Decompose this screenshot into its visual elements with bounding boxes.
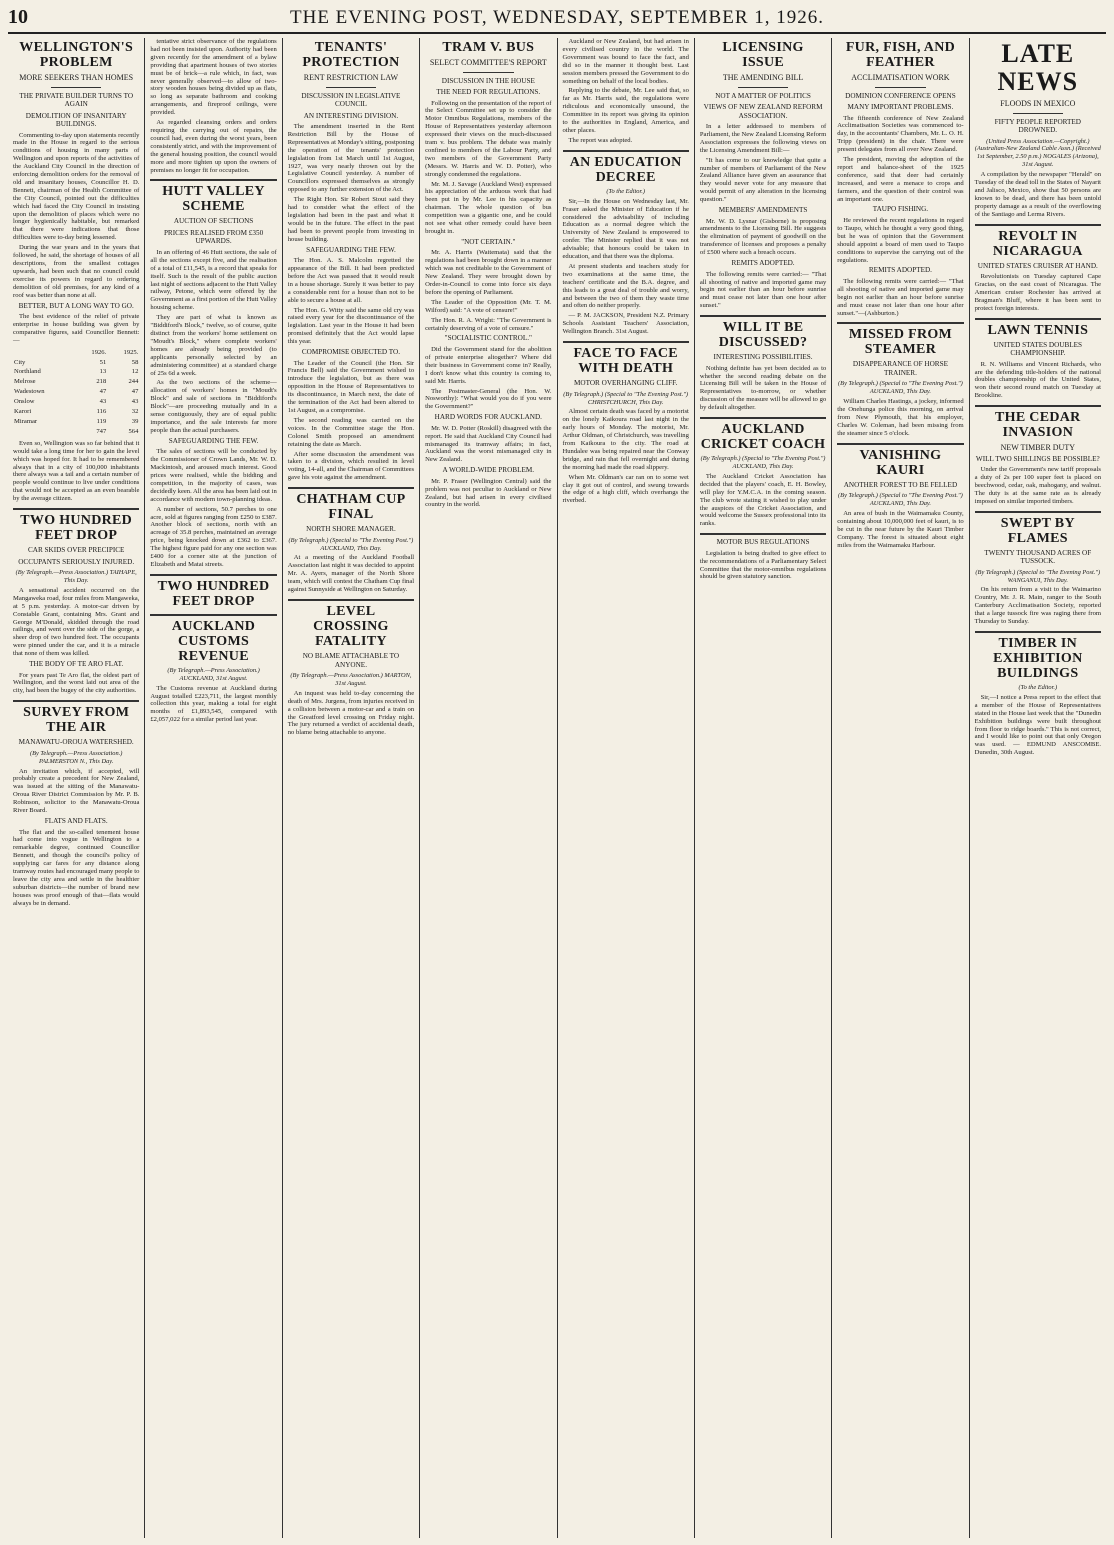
headline: VANISHING KAURI <box>859 447 942 478</box>
table-row <box>13 397 139 407</box>
section-divider <box>975 405 1101 407</box>
deck: VIEWS OF NEW ZEALAND REFORM ASSOCIATION. <box>703 103 823 120</box>
paragraph: — P. M. JACKSON, President N.Z. Primary Schools Assistant Teachers' Association, Wellington Branch. 31st August. <box>562 312 689 336</box>
deck: DOMINION CONFERENCE OPENS <box>845 91 956 100</box>
headline: REVOLT IN NICARAGUA <box>992 228 1083 259</box>
deck: UNITED STATES DOUBLES CHAMPIONSHIP. <box>993 340 1083 358</box>
table-cell: 13 <box>99 368 107 376</box>
paragraph: The Hon. R. A. Wright: "The Government is certainly deserving of a vote of censure." <box>425 316 552 332</box>
column-8 <box>970 38 1106 1538</box>
paragraph: Legislation is being drafted to give effect to the recommendations of a Parliamentary Select Committee that the motor-omnibus regulations should be given statutory sanction. <box>699 549 827 581</box>
column-2 <box>145 38 282 1538</box>
headline: WILL IT BE DISCUSSED? <box>718 320 808 351</box>
section-divider <box>150 614 276 616</box>
section-divider <box>563 150 689 152</box>
dateline: (By Telegraph.) (Special to "The Evening Post.") AUCKLAND, This Day. <box>838 492 963 508</box>
headline: HUTT VALLEY SCHEME <box>162 184 265 215</box>
headline: AUCKLAND CUSTOMS REVENUE <box>171 618 256 664</box>
table-cell: 43 <box>131 398 139 406</box>
table-cell: 39 <box>131 418 139 425</box>
subhead: BETTER, BUT A LONG WAY TO GO. <box>18 301 134 310</box>
deck: AN INTERESTING DIVISION. <box>303 111 399 120</box>
subhead: TAUPO FISHING. <box>872 205 929 214</box>
newspaper-title: THE EVENING POST, WEDNESDAY, SEPTEMBER 1, 1926. <box>290 7 824 28</box>
table-cell: 58 <box>131 358 139 366</box>
deck: WILL TWO SHILLINGS BE POSSIBLE? <box>975 454 1100 463</box>
deck: DISCUSSION IN LEGISLATIVE COUNCIL <box>301 91 401 108</box>
table-cell: 119 <box>96 418 107 425</box>
divider <box>463 72 514 73</box>
headline: AUCKLAND CRICKET COACH <box>700 422 826 453</box>
paragraph: The following remits were carried:— "That all shooting of native and imported game may begin not earlier than an hour before sunrise and must cease not later than one hour after sunset."—(Ashburton.) <box>837 277 964 317</box>
deck: FLOODS IN MEXICO <box>1000 99 1076 108</box>
dateline: (By Telegraph.) (Special to "The Evening Post.") CHRISTCHURCH, This Day. <box>563 390 689 406</box>
column-7 <box>832 38 969 1538</box>
section-divider <box>975 631 1101 633</box>
subhead: SAFEGUARDING THE FEW. <box>306 245 396 254</box>
dateline: (By Telegraph.—Press Association.) PALMERSTON N., This Day. <box>29 749 123 765</box>
paragraph: Mr. A. Harris (Waitemata) said that the regulations had been brought down in a manner which was not creditable to the Government of New Zealand. They were brought down by Order-in-Council to come into force six days before the opening of Parliament. <box>425 249 552 296</box>
table-cell: 218 <box>96 378 107 386</box>
paragraph: The following remits were carried:— "That all shooting of native and imported game may begin not earlier than an hour before sunrise and must cease not later than one hour after sunset." <box>699 270 827 310</box>
headline: LICENSING ISSUE <box>722 40 804 70</box>
paragraph: The amendment inserted in the Rent Restriction Bill by the House of Representatives at Monday's sitting, postponing the operation of the tenants' protection legislation from 1st March until 1st August, 1927, was very nearly thrown out by the Legislative Council yesterday. A number of Councillors expressed themselves as strongly opposed to any further extension of the Act. <box>287 123 415 194</box>
paragraph: The Hon. A. S. Malcolm regretted the appearance of the Bill. It had been predicted before the Act was passed that it would result in a house shortage. Surely it was better to pay a considerable rent for a house than not to be able to secure a house at all. <box>287 257 415 304</box>
dateline: (By Telegraph.) (Special to "The Evening Post.") AUCKLAND, This Day. <box>838 380 963 396</box>
deck: MANAWATU-OROUA WATERSHED. <box>18 738 134 747</box>
paragraph: During the war years and in the years that followed, he said, the shortage of houses of all descriptions, from the smallest cottages upwards, had been such that no council could exercise its powers in regard to ordering demolition of old premises, for any kind of a roof was better than none at all. <box>13 244 140 299</box>
dateline: (To the Editor.) <box>1018 684 1058 691</box>
subhead: HARD WORDS FOR AUCKLAND. <box>434 413 542 422</box>
dateline: (To the Editor.) <box>606 187 646 195</box>
paragraph: Sir,—In the House on Wednesday last, Mr. Fraser asked the Minister of Education if he considered the advisability of including Education as a normal degree which the University of New Zealand is empowered to confer. The Minister replied that it was not advisable; that honours could be taken in education, and that there was the diploma. <box>562 197 689 261</box>
paragraph: Replying to the debate, Mr. Lee said that, so far as Mr. Harris said, the regulations were ridiculous and economically unsound, the Committee in its report was giving its opinion to the authorities in England, America, and other places. <box>562 87 689 134</box>
table-cell: 51 <box>99 358 107 366</box>
subhead: REMITS ADOPTED. <box>731 259 795 268</box>
section-divider <box>288 599 414 601</box>
table-cell: 43 <box>99 398 107 406</box>
section-divider <box>150 574 276 576</box>
table-header-row <box>13 348 139 358</box>
paragraph: The flat and the so-called tenement house had come into vogue in Wellington to a remarkable degree, continued Councillor Bennett, and though the council's policy of supplying car fares for any distance along tramway routes had encouraged many people to leave the city area and settle in the healthier suburban districts—the number of brand new houses was proof enough of that—flats would always be in demand. <box>13 828 140 907</box>
paragraph: After some discussion the amendment was taken to a division, which resulted in level voting, 14-all, and the Chairman of Committees gave his vote against the amendment. <box>287 450 415 482</box>
headline: TRAM V. BUS <box>442 40 535 55</box>
table-cell: 12 <box>131 368 139 376</box>
table-header-cell <box>13 348 75 358</box>
table-cell: 47 <box>131 388 139 396</box>
deck: DISAPPEARANCE OF HORSE TRAINER. <box>852 360 948 377</box>
deck: NEW TIMBER DUTY <box>1000 443 1075 453</box>
paragraph: Almost certain death was faced by a motorist on the lonely Kaikoura road last night in the early hours of Monday. The motorist, Mr. Arthur Oldman, of Christchurch, was travelling from Kaikoura to the city. The road at Hundalee was being repaired near the Conway bridge, and rain that fell overnight and during the morning had made the road slippery. <box>562 408 689 471</box>
section-divider <box>975 224 1101 226</box>
section-divider <box>150 179 276 181</box>
subhead: THE BODY OF TE ARO FLAT. <box>29 660 124 669</box>
deck: OCCUPANTS SERIOUSLY INJURED. <box>18 557 135 566</box>
deck: SELECT COMMITTEE'S REPORT <box>429 58 547 67</box>
deck: THE PRIVATE BUILDER TURNS TO AGAIN <box>19 91 134 108</box>
divider <box>326 87 377 88</box>
subhead: "NOT CERTAIN." <box>461 237 516 246</box>
table-row <box>13 367 139 377</box>
paragraph: The Leader of the Opposition (Mr. T. M. Wilford) said: "A vote of censure!" <box>425 298 552 314</box>
column-5 <box>558 38 695 1538</box>
table-cell: 32 <box>131 408 139 416</box>
subhead: COMPROMISE OBJECTED TO. <box>301 348 401 357</box>
table-cell: Karori <box>14 408 32 416</box>
deck: ACCLIMATISATION WORK <box>851 73 950 82</box>
table-cell: Melrose <box>14 378 36 386</box>
paragraph: R. N. Williams and Vincent Richards, who are the defending title-holders of the national doubles championship of the United States, won their second round match on Tuesday at Brookline. <box>974 360 1101 400</box>
deck: RENT RESTRICTION LAW <box>303 73 399 82</box>
paragraph: A number of sections, 50.7 perches to one acre, sold at figures ranging from £250 to £387. Another block of sections, north with an acreage of 35.8 perches, maintained an average price, being knocked down at £362 to £367. The highest figure paid for any one section was £400 for a corner site at the junction of Elizabeth and Matai streets. <box>150 505 277 568</box>
paragraph: The Postmaster-General (the Hon. W. Nosworthy): "What would you do if you were the Government?" <box>425 387 552 411</box>
columns <box>8 38 1106 1538</box>
paragraph: They are part of what is known as "Biddiford's Block," twelve, so of course, quite distinct from the workers' home settlement on "Moudt's Block," where complete workers' homes are already being provided (to applicants personally selected by an administering committee) at a standard charge of 25s 6d a week. <box>150 314 277 377</box>
section-divider <box>288 487 414 489</box>
table-cell <box>13 427 75 437</box>
deck: MORE SEEKERS THAN HOMES <box>19 73 134 82</box>
paragraph: William Charles Hastings, a jockey, informed the Onehunga police this morning, on arrival from New Plymouth, that his employer, Charles W. Coleman, had been missing from the steamer since 5 o'clock. <box>837 398 964 437</box>
paragraph: An invitation which, if accepted, will probably create a precedent for New Zealand, was issued at the sitting of the Manawatu-Oroua River District Commission by Mr. P. B. Robinson, solicitor to the Manawatu-Oroua River Board. <box>13 767 140 815</box>
paragraph: tentative strict observance of the regulations had not been insisted upon. Authority had been given recently for the amendment of a bylaw providing that apartment houses of two stories must be of brick—a rule which, in fact, was never generally observed—to allow of two-story wooden houses being divided up as flats, so long as separate bathroom and cooking arrangements, and fireproof ceilings, were provided. <box>150 38 277 117</box>
section-divider <box>13 700 139 702</box>
column-3 <box>283 38 420 1538</box>
paragraph: Mr. W. D. Lysnar (Gisborne) is proposing amendments to the Licensing Bill. He suggests the elimination of payment of goodwill on the transference of licenses and proposes a penalty of £500 where such a breach occurs. <box>699 217 827 257</box>
table-cell: Miramar <box>14 418 38 425</box>
headline: TENANTS' PROTECTION <box>302 40 400 70</box>
paragraph: The Right Hon. Sir Robert Stout said they had to consider what the effect of the legislation had been in the past and what it would be in the future. The effect in the past had been to prevent people from investing in house building. <box>287 196 415 243</box>
table-row <box>13 407 139 417</box>
headline: CHATHAM CUP FINAL <box>296 492 406 523</box>
section-divider <box>837 322 963 324</box>
paragraph: At a meeting of the Auckland Football Association last night it was decided to appoint Mr. A. Ayers, manager of the North Shore team, which will contest the Chatham Cup final against Sunnyside at Wellington on Saturday. <box>287 554 415 594</box>
paragraph: Under the Government's new tariff proposals a duty of 2s per 100 super feet is placed on beechwood, cedar, oak, mahogany, and walnut. The duty is at the same rate as is already imposed on similar imported timbers. <box>974 466 1101 505</box>
paragraph: Revolutionists on Tuesday captured Cape Gracias, on the east coast of Nicaragua. The American cruiser Rochester has arrived at Bragman's Bluff, where it has been sent to protect foreign interests. <box>974 273 1101 312</box>
subhead: "SOCIALISTIC CONTROL." <box>444 334 532 343</box>
paragraph: Mr. M. J. Savage (Auckland West) expressed his appreciation of the arduous work that had been put in by Mr. Lee in his capacity as chairman. The whole question of bus competition was a gigantic one, and he could not see what other remedy could have been brought in. <box>425 180 552 235</box>
deck: INTERESTING POSSIBILITIES. <box>713 353 813 362</box>
paragraph: In a letter addressed to members of Parliament, the New Zealand Licensing Reform Association expresses the following views on the Licensing Amendment Bill:— <box>699 123 827 154</box>
headline: TIMBER IN EXHIBITION BUILDINGS <box>993 636 1083 681</box>
paragraph: Mr. P. Fraser (Wellington Central) said the problem was not peculiar to Auckland or New Zealand, but had arisen in every civilised country in the world. <box>425 477 552 509</box>
paragraph: The Customs revenue at Auckland during August totalled £223,711, the largest monthly collection this year, making a total for eight months of £1,893,545, compared with £2,057,022 for a similar period last year. <box>150 684 277 724</box>
headline: MISSED FROM STEAMER <box>848 327 953 358</box>
section-divider <box>13 508 139 510</box>
paragraph: On his return from a visit to the Waimarino Country, Mr. J. R. Main, ranger to the South Canterbury Acclimatisation Society, reported that a large tussock fire was raging there from Thursday to Sunday. <box>974 586 1101 626</box>
table-header-cell: 1925. <box>123 348 139 356</box>
paragraph: The fifteenth conference of New Zealand Acclimatisation Societies was commenced to-day, in the accountants' Chambers, Mr. L. O. H. Tripp (president) in the chair. There were present delegates from all over New Zealand. <box>837 114 964 154</box>
table-total-row <box>13 427 139 437</box>
table-header-cell: 1926. <box>91 348 107 356</box>
deck: THE AMENDING BILL <box>722 73 804 82</box>
deck: CAR SKIDS OVER PRECIPICE <box>27 546 125 555</box>
paragraph: As regarded cleansing orders and orders requiring the carrying out of repairs, the council had, even during the worst years, been consistently strict, and with the improvement of the general housing position, the council would more and more tighten up upon the owners of premises no longer fit for occupation. <box>150 119 277 174</box>
paragraph: The report was adopted. <box>568 136 633 144</box>
table-row <box>13 358 139 368</box>
paragraph: As the two sections of the scheme—allocation of workers' homes in "Moudt's Block" and sale of sections in "Biddiford's Block"—are proceeding mutually and in a sense contiguously, they are of equal public importance, and the sale interests far more people than the actual purchasers. <box>150 379 277 434</box>
section-divider <box>700 417 826 419</box>
dateline: (By Telegraph.) (Special to "The Evening Post.") AUCKLAND, This Day. <box>288 536 414 552</box>
table-cell: 244 <box>128 378 139 386</box>
section-divider <box>837 443 963 445</box>
table-cell: Wadestown <box>14 388 45 396</box>
headline: WELLINGTON'S PROBLEM <box>19 40 134 70</box>
paragraph: An inquest was held to-day concerning the death of Mrs. Jurgens, from injuries received in a collision between a motor-car and a train on the Greatford level crossing on Friday night. The jury returned a verdict of accidental death, no blame being attachable to anyone. <box>287 689 415 737</box>
subhead: MEMBERS' AMENDMENTS <box>718 206 808 215</box>
page-number: 10 <box>8 6 28 28</box>
paragraph: An area of bush in the Waimamaku County, containing about 10,000,000 feet of kauri, is to be cut in the near future by the Kauri Timber Company. The forest is situated about eight miles from the Waimamaku Harbour. <box>837 510 964 549</box>
divider <box>1013 113 1064 114</box>
deck: AUCTION OF SECTIONS <box>173 217 254 226</box>
headline: AN EDUCATION DECREE <box>569 154 682 185</box>
subhead: MOTOR BUS REGULATIONS <box>716 538 810 547</box>
headline: FUR, FISH, AND FEATHER <box>845 40 956 70</box>
paragraph: The president, moving the adoption of the report and balance-sheet of the 1925 conference, said that deer had certainly increased, and were a menace to crops and farmers, and the question of their control was an important one. <box>837 156 964 203</box>
headline: SWEPT BY FLAMES <box>1000 515 1075 546</box>
deck: NOT A MATTER OF POLITICS <box>715 91 811 100</box>
headline: LATE NEWS <box>997 39 1079 96</box>
deck: TWENTY THOUSAND ACRES OF TUSSOCK. <box>984 548 1092 566</box>
divider <box>738 87 789 88</box>
headline: TWO HUNDRED FEET DROP <box>20 513 133 544</box>
section-divider <box>975 318 1101 320</box>
headline: LAWN TENNIS <box>987 322 1089 338</box>
paragraph: Even so, Wellington was so far behind that it would take a long time for her to gain the level which was hoped for. It had to be remembered always that in a city of 100,000 inhabitants there always was a tail and a certain number of people would continue to live under conditions that would not be accepted as an even bearable by the average citizen. <box>13 439 140 503</box>
deck: DEMOLITION OF INSANITARY BUILDINGS. <box>25 111 127 128</box>
table-cell: City <box>14 358 26 366</box>
section-divider <box>975 511 1101 513</box>
deck: FIFTY PEOPLE REPORTED DROWNED. <box>994 117 1081 134</box>
subhead: REMITS ADOPTED. <box>868 266 932 275</box>
column-1 <box>8 38 145 1538</box>
paragraph: Sir,—I notice a Press report to the effect that a member of the House of Representatives stated in the House last week that the "Dunedin Exhibition buildings were built throughout from floor to ridge boards." This is not correct, and I would like to point out that only Oregon was used. — EDMUND ANSCOMBE. Dunedin, 30th August. <box>974 693 1101 757</box>
paragraph: Did the Government stand for the abolition of private enterprise altogether? Where did their business in Government come in? Really, I don't know what this country is coming to, said Mr. Harris. <box>425 345 552 385</box>
divider <box>875 87 926 88</box>
headline: TWO HUNDRED FEET DROP <box>157 578 270 609</box>
paragraph: When Mr. Oldman's car ran on to some wet clay it got out of control, and swung towards the edge of a high cliff, which overhangs the riverbed. <box>562 473 689 505</box>
table-cell: 116 <box>96 408 107 416</box>
dateline: (By Telegraph.) (Special to "The Evening Post.") AUCKLAND, This Day. <box>700 455 826 470</box>
table-row <box>13 387 139 397</box>
paragraph: He reviewed the recent regulations in regard to Taupo, which he thought a very good thing, but he was of opinion that the Government should appoint a board of men used to Taupo conditions to supervise the carrying out of the regulations. <box>837 216 964 264</box>
headline: SURVEY FROM THE AIR <box>23 705 130 736</box>
paragraph: Nothing definite has yet been decided as to whether the second reading debate on the Licensing Bill will be taken in the House of Representatives to-morrow, or whether discussion of the measure will be allowed to go by default altogether. <box>699 364 827 412</box>
masthead <box>8 6 1106 34</box>
paragraph: The best evidence of the relief of private enterprise in house building was given by comparative figures, said Councillor Bennett:— <box>13 313 140 344</box>
dateline: (By Telegraph.) (Special to "The Evening Post.") WANGANUI, This Day. <box>975 568 1101 584</box>
dateline: (United Press Association.—Copyright.) (Australian-New Zealand Cable Assn.) (Received 1st September, 2.50 p.m.) NOGALES (Arizona), 31st August. <box>974 137 1101 169</box>
paragraph: The Auckland Cricket Association has decided that the players' coach, E. H. Bowley, will play for Y.M.C.A. in the coming season. The club wrote stating it wished to play under the auspices of the Cricket Association, and would welcome the Sussex professional into its ranks. <box>699 472 827 528</box>
paragraph: The sales of sections will be conducted by the Commissioner of Crown Lands, Mr. W. D. Mackintosh, and aroused much interest. Good prices were realised, while the bidding and competition, in the majority of cases, was decidedly keen. All the area has been laid out in accordance with modern town-planning ideas. <box>150 448 277 503</box>
housing-stats-table <box>13 348 139 437</box>
table-cell: 47 <box>99 388 107 396</box>
deck: UNITED STATES CRUISER AT HAND. <box>977 261 1098 270</box>
dateline: (By Telegraph.—Press Association.) AUCKLAND, 31st August. <box>167 666 260 682</box>
deck: NORTH SHORE MANAGER. <box>306 525 396 534</box>
paragraph: Auckland or New Zealand, but had arisen in every civilised country in the world. The Government was bound to face the fact, and did so in the manner it thought best. Last session members pressed the Government to do something on behalf of the local bodies. <box>562 38 689 85</box>
headline: FACE TO FACE WITH DEATH <box>573 346 678 377</box>
headline: THE CEDAR INVASION <box>995 410 1081 441</box>
column-4 <box>420 38 557 1538</box>
paragraph: A compilation by the newspaper "Herald" on Tuesday of the dead toll in the States of Nayarit and Jalisco, Mexico, show that 50 persons are known to be dead, and there has been untold property damage as a result of the overflowing of the Santiago and Lerma Rivers. <box>974 171 1101 218</box>
table-cell: 564 <box>128 427 139 435</box>
deck: DISCUSSION IN THE HOUSE <box>441 76 535 85</box>
paragraph: The second reading was carried on the voices. In the Committee stage the Hon. Colonel Smith proposed an amendment retaining the date as March. <box>287 416 415 448</box>
deck: ANOTHER FOREST TO BE FELLED <box>843 480 958 489</box>
deck: MOTOR OVERHANGING CLIFF. <box>574 379 678 388</box>
subhead: A WORLD-WIDE PROBLEM. <box>442 466 535 475</box>
paragraph: At present students and teachers study for two examinations at the same time, the teachers' certificate and the B.A. degree, and this leads to a great deal of trouble and worry, and between the two of them they waste time and often do neither properly. <box>562 262 689 310</box>
table-cell: Onslow <box>14 398 35 406</box>
paragraph: The Leader of the Council (the Hon. Sir Francis Bell) said the Government wished to introduce the legislation, but as there was opposition in the House of Representatives to its discontinuance, in March next, the date of the termination of the Act had been altered to 1st August, as a compromise. <box>287 359 415 414</box>
dateline: (By Telegraph.—Press Association.) MARTON, 31st August. <box>290 672 412 687</box>
paragraph: A sensational accident occurred on the Mangaweka road, four miles from Mangaweka, at 5 p.m. yesterday. A motor-car driven by Constable Grant, containing Mrs. Grant and George M'Donald, skidded through the road railings, and went over the side of the gorge, a sheer drop of two hundred feet. The occupants were pinned under the car, and it is a miracle that none of them was killed. <box>13 586 140 658</box>
deck: PRICES REALISED FROM £350 UPWARDS. <box>163 228 264 246</box>
paragraph: Mr. W. D. Potter (Roskill) disagreed with the report. He said that Auckland City Council had mismanaged its tramway affairs; in fact, Auckland was the worst mismanaged city in New Zealand. <box>425 424 552 464</box>
table-row <box>13 417 139 427</box>
table-cell: 747 <box>96 427 107 435</box>
paragraph: Following on the presentation of the report of the Select Committee set up to consider the Motor Omnibus Regulations, members of the House of Representatives yesterday afternoon expressed their views on the much-discussed tram v. bus problem. The debate was mainly confined to members of the Labour Party, and two members of the Government Party (Messrs. W. Harris and W. D. Potter), who strongly condemned the regulations. <box>425 99 552 178</box>
table-cell: Northland <box>14 368 41 376</box>
subhead: FLATS AND FLATS. <box>44 817 108 825</box>
dateline: (By Telegraph.—Press Association.) TAIHAPE, This Day. <box>15 569 137 584</box>
deck: MANY IMPORTANT PROBLEMS. <box>847 103 954 111</box>
deck: NO BLAME ATTACHABLE TO ANYONE. <box>302 652 400 669</box>
section-divider <box>563 341 689 343</box>
paragraph: The Hon. G. Witty said the same old cry was raised every year for the discontinuance of the legislation. Last year in the House it had been promised definitely that the Act would lapse this year. <box>287 306 415 346</box>
paragraph: In an offering of 46 Hutt sections, the sale of all the sections except five, and the realisation of a total of £11,545, is a record that speaks for itself. Such is the result of the public auction last night of sections adjacent to the Hutt Valley railway, Petone, which were offered by the Government as a first portion of the Hutt Valley housing scheme. <box>150 248 277 312</box>
divider <box>51 87 102 88</box>
paragraph: "It has come to our knowledge that quite a number of members of Parliament of the New Zealand Alliance have given an assurance that they would never vote for any measure that would permit of any alteration in the licensing question." <box>699 156 827 204</box>
column-6 <box>695 38 832 1538</box>
paragraph: For years past Te Aro flat, the oldest part of Wellington, and the worst laid out area of the city, had been the bugey of the city authorities. <box>13 671 140 695</box>
section-divider <box>700 315 826 317</box>
headline: LEVEL CROSSING FATALITY <box>313 604 389 649</box>
table-row <box>13 377 139 387</box>
subhead: SAFEGUARDING THE FEW. <box>168 436 259 445</box>
section-divider <box>700 533 826 535</box>
paragraph: Commenting to-day upon statements recently made in the House in regard to the serious conditions of housing in many parts of Wellington and upon reports of the activities of the Auckland City Council in the direction of enforcing demolition orders for the removal of old and insanitary houses, Councillor H. D. Bennett, chairman of the Health Committee of the City Council, pointed out the difficulties which had faced the City Council in insisting upon the demolition of places which were no longer hygienically habitable, but remarked that there were indications that those difficulties were to-day being lessened. <box>13 131 140 242</box>
deck: THE NEED FOR REGULATIONS. <box>436 88 541 96</box>
